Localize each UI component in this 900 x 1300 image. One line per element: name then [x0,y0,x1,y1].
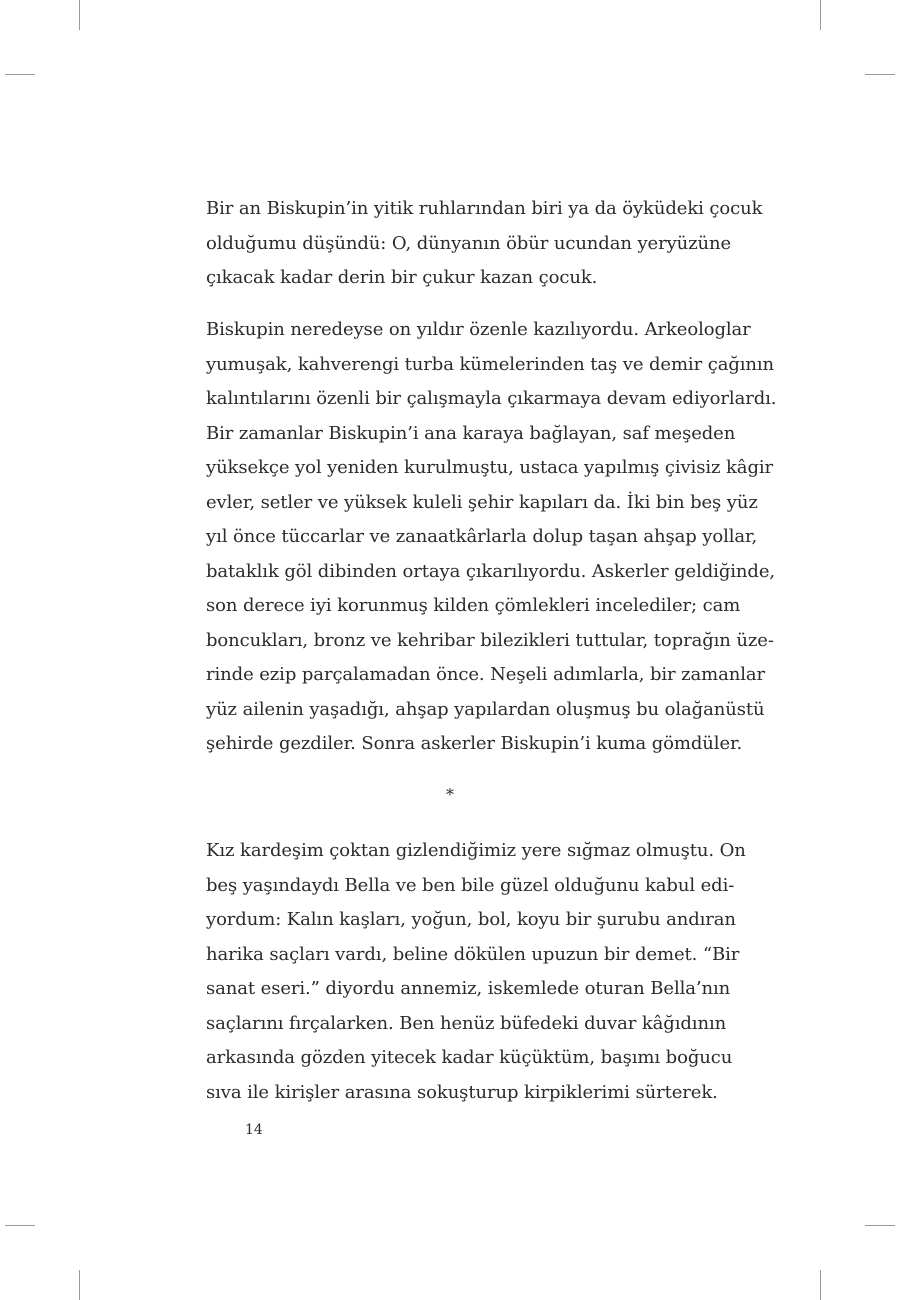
paragraph-line: bataklık göl dibinden ortaya çıkarılıyordu. Askerler geldiğinde, [206,560,776,582]
paragraph-line: sıva ile kirişler arasına sokuşturup kirpiklerimi sürterek. [206,1081,718,1103]
paragraph-line: yordum: Kalın kaşları, yoğun, bol, koyu bir şurubu andıran [206,909,736,930]
paragraph-line: son derece iyi korunmuş kilden çömlekleri incelediler; cam [206,595,741,616]
crop-mark-bottom-left-horizontal [5,1225,35,1226]
paragraph-line: çıkacak kadar derin bir çukur kazan çocuk. [206,267,598,288]
paragraph-line: Bir an Biskupin’in yitik ruhlarından biri ya da öyküdeki çocuk [206,198,763,219]
crop-mark-top-left-horizontal [5,74,35,75]
paragraph-1 [206,192,763,296]
paragraph-line: şehirde gezdiler. Sonra askerler Biskupin’i kuma gömdüler. [206,733,743,754]
paragraph-line: olduğumu düşündü: O, dünyanın öbür ucundan yeryüzüne [206,232,732,254]
paragraph-3 [206,834,746,1110]
crop-mark-top-right-vertical [820,0,821,30]
crop-mark-top-left-vertical [79,0,80,30]
paragraph-line: Kız kardeşim çoktan gizlendiğimiz yere sığmaz olmuştu. On [206,840,746,861]
paragraph-line: arkasında gözden yitecek kadar küçüktüm, başımı boğucu [206,1047,733,1068]
paragraph-line: kalıntılarını özenli bir çalışmayla çıkarmaya devam ediyorlardı. [206,388,777,409]
paragraph-line: yumuşak, kahverengi turba kümelerinden taş ve demir çağının [206,353,775,375]
paragraph-2 [206,313,777,762]
paragraph-line: rinde ezip parçalamadan önce. Neşeli adımlarla, bir zamanlar [206,664,766,685]
paragraph-line: yıl önce tüccarlar ve zanaatkârlarla dolup taşan ahşap yollar, [206,526,758,547]
paragraph-line: Bir zamanlar Biskupin’i ana karaya bağlayan, saf meşeden [206,422,736,444]
crop-mark-bottom-right-vertical [820,1270,821,1300]
crop-mark-bottom-left-vertical [79,1270,80,1300]
paragraph-line: yüz ailenin yaşadığı, ahşap yapılardan oluşmuş bu olağanüstü [206,698,765,720]
paragraph-line: harika saçları vardı, beline dökülen upuzun bir demet. “Bir [206,943,740,965]
paragraph-line: sanat eseri.” diyordu annemiz, iskemlede oturan Bella’nın [206,978,731,999]
paragraph-line: beş yaşındaydı Bella ve ben bile güzel olduğunu kabul edi- [206,874,735,896]
section-separator: * [446,785,454,804]
page-number: 14 [245,1122,263,1138]
paragraph-line: yüksekçe yol yeniden kurulmuştu, ustaca yapılmış çivisiz kâgir [206,457,774,478]
paragraph-line: evler, setler ve yüksek kuleli şehir kapıları da. İki bin beş yüz [206,491,758,513]
crop-mark-top-right-horizontal [865,74,895,75]
paragraph-line: boncukları, bronz ve kehribar bilezikleri tuttular, toprağın üze- [206,629,774,651]
crop-mark-bottom-right-horizontal [865,1225,895,1226]
paragraph-line: saçlarını fırçalarken. Ben henüz büfedeki duvar kâğıdının [206,1012,727,1034]
paragraph-line: Biskupin neredeyse on yıldır özenle kazılıyordu. Arkeologlar [206,319,751,340]
